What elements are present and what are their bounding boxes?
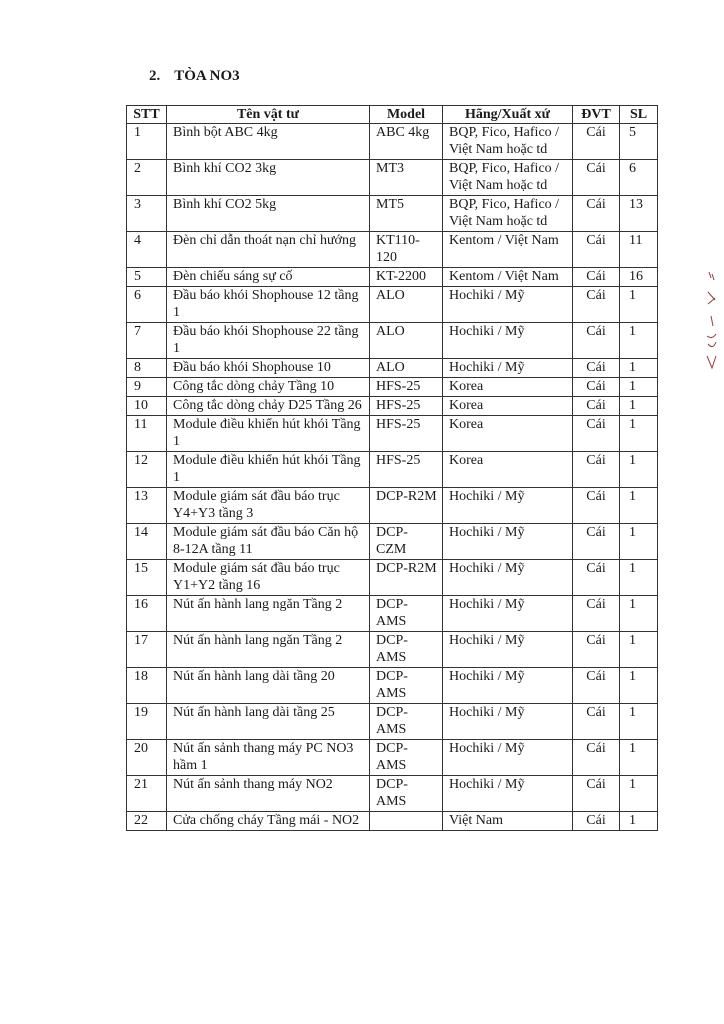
cell-model: DCP-AMS [370, 704, 443, 740]
table-row [127, 776, 658, 812]
materials-table [126, 105, 658, 831]
cell-model: DCP-AMS [370, 740, 443, 776]
cell-qty: 1 [620, 378, 658, 397]
cell-stt: 22 [127, 812, 167, 831]
cell-stt: 15 [127, 560, 167, 596]
header-model: Model [370, 106, 443, 124]
cell-name: Công tắc dòng chảy D25 Tầng 26 [167, 397, 370, 416]
cell-qty: 1 [620, 524, 658, 560]
cell-brand: BQP, Fico, Hafico / Việt Nam hoặc td [443, 124, 573, 160]
cell-brand: BQP, Fico, Hafico / Việt Nam hoặc td [443, 196, 573, 232]
cell-brand: Hochiki / Mỹ [443, 740, 573, 776]
cell-brand: Hochiki / Mỹ [443, 524, 573, 560]
cell-qty: 1 [620, 397, 658, 416]
header-name: Tên vật tư [167, 106, 370, 124]
cell-name: Đèn chiếu sáng sự cố [167, 268, 370, 287]
cell-stt: 13 [127, 488, 167, 524]
cell-unit: Cái [573, 359, 620, 378]
table-row [127, 632, 658, 668]
table-row [127, 416, 658, 452]
cell-qty: 1 [620, 452, 658, 488]
cell-name: Đầu báo khói Shophouse 12 tầng 1 [167, 287, 370, 323]
cell-unit: Cái [573, 397, 620, 416]
cell-unit: Cái [573, 632, 620, 668]
cell-model: MT5 [370, 196, 443, 232]
cell-model: ALO [370, 323, 443, 359]
cell-name: Nút ấn hành lang dài tầng 25 [167, 704, 370, 740]
cell-brand: Hochiki / Mỹ [443, 632, 573, 668]
cell-brand: Hochiki / Mỹ [443, 287, 573, 323]
cell-model: DCP-AMS [370, 776, 443, 812]
cell-stt: 12 [127, 452, 167, 488]
cell-model: HFS-25 [370, 416, 443, 452]
cell-stt: 7 [127, 323, 167, 359]
cell-unit: Cái [573, 668, 620, 704]
cell-brand: Việt Nam [443, 812, 573, 831]
table-row [127, 596, 658, 632]
cell-brand: Korea [443, 416, 573, 452]
cell-model: ALO [370, 287, 443, 323]
table-row [127, 323, 658, 359]
cell-qty: 1 [620, 740, 658, 776]
cell-model: ABC 4kg [370, 124, 443, 160]
cell-brand: Korea [443, 378, 573, 397]
cell-model: DCP-R2M [370, 560, 443, 596]
cell-model: MT3 [370, 160, 443, 196]
cell-model: HFS-25 [370, 397, 443, 416]
cell-qty: 1 [620, 416, 658, 452]
section-title: TÒA NO3 [174, 68, 240, 84]
cell-brand: Hochiki / Mỹ [443, 488, 573, 524]
cell-stt: 10 [127, 397, 167, 416]
table-row [127, 232, 658, 268]
cell-qty: 1 [620, 776, 658, 812]
cell-stt: 4 [127, 232, 167, 268]
header-unit: ĐVT [573, 106, 620, 124]
table-row [127, 524, 658, 560]
cell-qty: 1 [620, 560, 658, 596]
cell-name: Công tắc dòng chảy Tầng 10 [167, 378, 370, 397]
cell-model: DCP-AMS [370, 668, 443, 704]
cell-stt: 5 [127, 268, 167, 287]
table-row [127, 124, 658, 160]
cell-name: Module điều khiển hút khói Tầng 1 [167, 452, 370, 488]
cell-model [370, 812, 443, 831]
cell-stt: 9 [127, 378, 167, 397]
cell-stt: 18 [127, 668, 167, 704]
cell-stt: 20 [127, 740, 167, 776]
table-row [127, 196, 658, 232]
table-row [127, 488, 658, 524]
cell-name: Nút ấn sảnh thang máy NO2 [167, 776, 370, 812]
cell-name: Nút ấn sảnh thang máy PC NO3 hầm 1 [167, 740, 370, 776]
cell-unit: Cái [573, 268, 620, 287]
table-row [127, 740, 658, 776]
cell-brand: Hochiki / Mỹ [443, 596, 573, 632]
cell-unit: Cái [573, 776, 620, 812]
cell-unit: Cái [573, 232, 620, 268]
cell-unit: Cái [573, 560, 620, 596]
cell-name: Module giám sát đầu báo trục Y4+Y3 tầng 3 [167, 488, 370, 524]
cell-unit: Cái [573, 124, 620, 160]
cell-qty: 1 [620, 488, 658, 524]
cell-unit: Cái [573, 812, 620, 831]
cell-brand: Hochiki / Mỹ [443, 776, 573, 812]
cell-brand: Hochiki / Mỹ [443, 323, 573, 359]
cell-stt: 17 [127, 632, 167, 668]
cell-name: Bình khí CO2 5kg [167, 196, 370, 232]
cell-qty: 5 [620, 124, 658, 160]
cell-stt: 16 [127, 596, 167, 632]
table-row [127, 560, 658, 596]
cell-name: Bình bột ABC 4kg [167, 124, 370, 160]
table-row [127, 378, 658, 397]
cell-stt: 11 [127, 416, 167, 452]
cell-unit: Cái [573, 196, 620, 232]
cell-qty: 1 [620, 359, 658, 378]
table-row [127, 812, 658, 831]
cell-name: Nút ấn hành lang ngăn Tầng 2 [167, 632, 370, 668]
table-row [127, 268, 658, 287]
margin-handwriting [703, 270, 721, 370]
cell-unit: Cái [573, 416, 620, 452]
cell-model: HFS-25 [370, 452, 443, 488]
cell-unit: Cái [573, 704, 620, 740]
cell-name: Bình khí CO2 3kg [167, 160, 370, 196]
cell-model: DCP-CZM [370, 524, 443, 560]
cell-unit: Cái [573, 323, 620, 359]
cell-brand: BQP, Fico, Hafico / Việt Nam hoặc td [443, 160, 573, 196]
header-qty: SL [620, 106, 658, 124]
header-brand: Hãng/Xuất xứ [443, 106, 573, 124]
cell-unit: Cái [573, 452, 620, 488]
cell-qty: 1 [620, 704, 658, 740]
cell-brand: Hochiki / Mỹ [443, 704, 573, 740]
cell-name: Cửa chống cháy Tầng mái - NO2 [167, 812, 370, 831]
cell-qty: 1 [620, 596, 658, 632]
cell-qty: 1 [620, 287, 658, 323]
cell-stt: 1 [127, 124, 167, 160]
cell-qty: 1 [620, 812, 658, 831]
cell-brand: Korea [443, 397, 573, 416]
cell-stt: 8 [127, 359, 167, 378]
table-header-row [127, 106, 658, 124]
section-heading [149, 68, 240, 85]
cell-qty: 1 [620, 632, 658, 668]
cell-unit: Cái [573, 524, 620, 560]
cell-name: Nút ấn hành lang ngăn Tầng 2 [167, 596, 370, 632]
cell-unit: Cái [573, 287, 620, 323]
table-row [127, 452, 658, 488]
cell-stt: 6 [127, 287, 167, 323]
table-row [127, 359, 658, 378]
cell-brand: Korea [443, 452, 573, 488]
cell-stt: 19 [127, 704, 167, 740]
table-row [127, 397, 658, 416]
cell-unit: Cái [573, 378, 620, 397]
cell-brand: Hochiki / Mỹ [443, 359, 573, 378]
cell-unit: Cái [573, 488, 620, 524]
cell-brand: Hochiki / Mỹ [443, 668, 573, 704]
cell-unit: Cái [573, 740, 620, 776]
table-row [127, 287, 658, 323]
table-row [127, 668, 658, 704]
cell-model: HFS-25 [370, 378, 443, 397]
cell-name: Module điều khiển hút khói Tầng 1 [167, 416, 370, 452]
cell-stt: 3 [127, 196, 167, 232]
header-stt: STT [127, 106, 167, 124]
cell-model: DCP-AMS [370, 632, 443, 668]
cell-brand: Kentom / Việt Nam [443, 268, 573, 287]
cell-name: Đầu báo khói Shophouse 22 tầng 1 [167, 323, 370, 359]
cell-unit: Cái [573, 596, 620, 632]
cell-qty: 11 [620, 232, 658, 268]
cell-unit: Cái [573, 160, 620, 196]
cell-stt: 21 [127, 776, 167, 812]
cell-model: KT-2200 [370, 268, 443, 287]
cell-name: Đầu báo khói Shophouse 10 [167, 359, 370, 378]
cell-qty: 1 [620, 668, 658, 704]
cell-brand: Kentom / Việt Nam [443, 232, 573, 268]
cell-model: DCP-AMS [370, 596, 443, 632]
cell-qty: 13 [620, 196, 658, 232]
table-row [127, 704, 658, 740]
cell-name: Module giám sát đầu báo trục Y1+Y2 tầng 16 [167, 560, 370, 596]
cell-qty: 1 [620, 323, 658, 359]
section-number: 2. [149, 68, 161, 84]
table-row [127, 160, 658, 196]
cell-model: ALO [370, 359, 443, 378]
cell-model: DCP-R2M [370, 488, 443, 524]
cell-name: Module giám sát đầu báo Căn hộ 8-12A tầng 11 [167, 524, 370, 560]
cell-model: KT110-120 [370, 232, 443, 268]
cell-stt: 14 [127, 524, 167, 560]
cell-name: Đèn chỉ dẫn thoát nạn chỉ hướng [167, 232, 370, 268]
cell-qty: 16 [620, 268, 658, 287]
cell-stt: 2 [127, 160, 167, 196]
cell-qty: 6 [620, 160, 658, 196]
cell-brand: Hochiki / Mỹ [443, 560, 573, 596]
cell-name: Nút ấn hành lang dài tầng 20 [167, 668, 370, 704]
